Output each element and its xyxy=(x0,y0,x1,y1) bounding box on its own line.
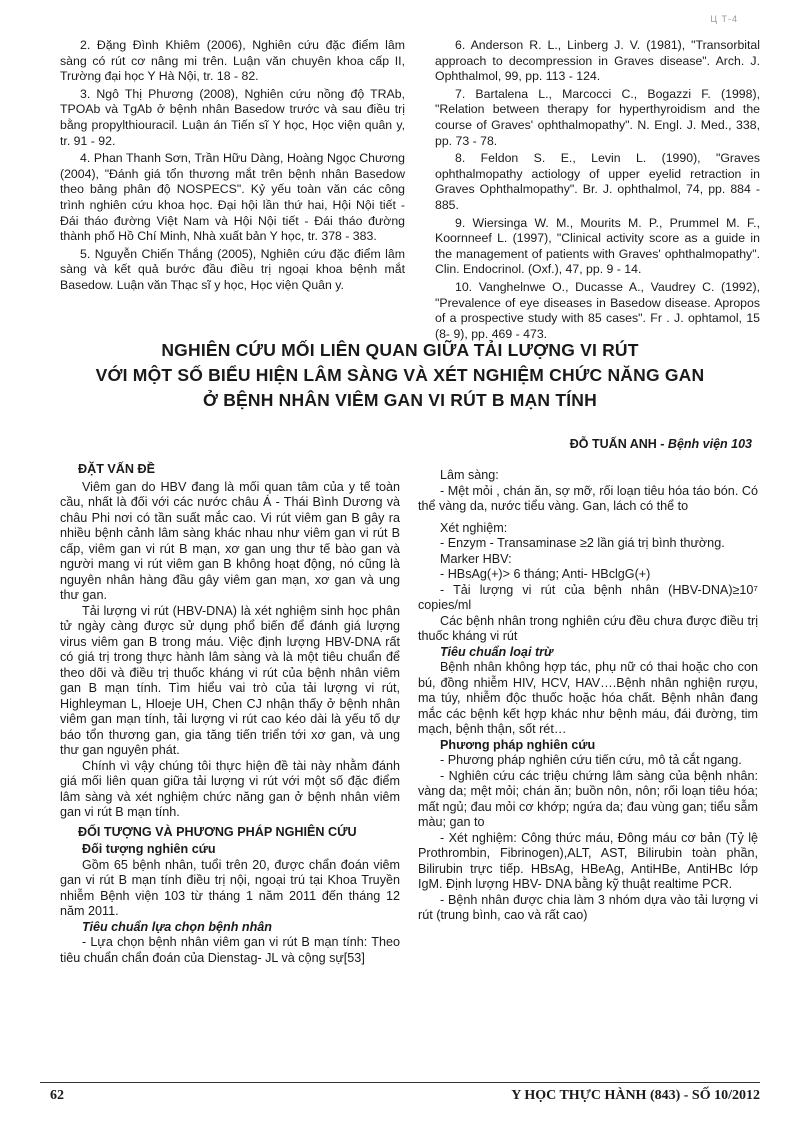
paragraph: - Tải lượng vi rút của bệnh nhân (HBV-DNA)≥10⁷ copies/ml xyxy=(418,582,758,612)
reference-item: 3. Ngô Thị Phương (2008), Nghiên cứu nồng độ TRAb, TPOAb và TgAb ở bệnh nhân Basedow trước và sau điều trị bằng propylthiouracil. Luận án Tiến sĩ Y học, Học viện quân y, tr. 91 - 92. xyxy=(60,86,405,148)
reference-item: 6. Anderson R. L., Linberg J. V. (1981), "Transorbital approach to decompression in Graves disease". Arch. J. Ophthalmol, 99, pp. 113 - 124. xyxy=(435,38,760,84)
article-title xyxy=(40,338,760,413)
page-number: 62 xyxy=(50,1088,64,1103)
reference-item: 5. Nguyễn Chiến Thắng (2005), Nghiên cứu đặc điểm lâm sàng và kết quả bước đầu điều trị ngoại khoa bệnh mắt Basedow. Luận văn Thạc sĩ y học, Học viện Quân y. xyxy=(60,246,405,292)
reference-item: 2. Đặng Đình Khiêm (2006), Nghiên cứu đặc điểm lâm sàng có rút cơ nâng mi trên. Luận văn chuyên khoa cấp II, Trường đại học Y Hà Nội, tr. 18 - 82. xyxy=(60,38,405,84)
author-line xyxy=(570,437,752,451)
references-right-column xyxy=(435,38,760,344)
paragraph: - HBsAg(+)> 6 tháng; Anti- HBclgG(+) xyxy=(440,567,651,581)
paragraph: Marker HBV: xyxy=(440,551,512,566)
subheading-research-method: Phương pháp nghiên cứu xyxy=(440,737,596,752)
reference-item: 7. Bartalena L., Marcocci C., Bogazzi F. (1998), "Relation between therapy for hyperthyroidism and the course of Graves' ophthalmopathy". N. Engl. J. Med., 338, pp. 73 - 78. xyxy=(435,86,760,148)
title-line: VỚI MỘT SỐ BIỂU HIỆN LÂM SÀNG VÀ XÉT NGHIỆM CHỨC NĂNG GAN xyxy=(95,365,705,385)
paragraph: Bệnh nhân không hợp tác, phụ nữ có thai hoặc cho con bú, đồng nhiễm HIV, HCV, HAV….Bệnh nhân nghiện rượu, ma túy, nhiễm độc thuốc hoặc hóa chất. Bệnh nhân đang mắc các bệnh kết hợp khác như bệnh máu, đái đường, tim mạch, bệnh thận, sốt rét… xyxy=(418,660,758,736)
paragraph: Xét nghiệm: xyxy=(440,520,508,535)
title-line: NGHIÊN CỨU MỐI LIÊN QUAN GIỮA TẢI LƯỢNG VI RÚT xyxy=(161,340,639,360)
reference-item: 8. Feldon S. E., Levin L. (1990), "Graves ophthalmopathy actiology of upper eyelid retraction in Graves Ophthalmopathy". Br. J. ophthalmol, 74, pp. 884 - 885. xyxy=(435,151,760,212)
author-affiliation: Bệnh viện 103 xyxy=(667,437,752,451)
paragraph: Viêm gan do HBV đang là mối quan tâm của y tế toàn cầu, nhất là đối với các nước châu Á - Thái Bình Dương và châu Phi nơi có tần suất mắc cao. Vi rút viêm gan B gây ra nhiều bệnh cảnh lâm sàng khác nhau như viêm gan vi rút B cấp, viêm gan vi rút B mạn, xơ gan ung thư tế bào gan và người mang vi rút viêm gan B không hoạt động, nó cũng là nguyên nhân hàng đầu gây viêm gan mạn, xơ gan và ung thư gan. xyxy=(60,479,400,602)
section-heading-introduction: ĐẶT VẤN ĐỀ xyxy=(78,462,155,476)
paragraph: - Bệnh nhân được chia làm 3 nhóm dựa vào tải lượng vi rút (trung bình, cao và rất cao) xyxy=(418,892,758,922)
subheading-subjects: Đối tượng nghiên cứu xyxy=(82,842,216,856)
paragraph: - Lựa chọn bệnh nhân viêm gan vi rút B mạn tính: Theo tiêu chuẩn chẩn đoán của Dienstag- JL và cộng sự[53] xyxy=(60,935,400,965)
section-heading-methods: ĐỐI TƯỢNG VÀ PHƯƠNG PHÁP NGHIÊN CỨU xyxy=(78,824,357,839)
reference-item: 9. Wiersinga W. M., Mourits M. P., Prummel M. F., Koornneef L. (1997), "Clinical activity score as a guide in the management of patients with Graves' ophthalmopathy". Clin. Endocrinol. (Oxf.), 47, pp. 9 - 14. xyxy=(435,215,760,277)
paragraph: Lâm sàng: xyxy=(440,468,499,482)
title-line: Ở BỆNH NHÂN VIÊM GAN VI RÚT B MẠN TÍNH xyxy=(203,390,597,410)
author-name: ĐỖ TUẤN ANH - xyxy=(569,437,668,451)
body-left-column xyxy=(60,458,400,966)
paragraph: Chính vì vậy chúng tôi thực hiện đề tài này nhằm đánh giá mối liên quan giữa tải lượng vi rút với một số đặc điểm lâm sàng và xét nghiệm chức năng gan ở bệnh nhân viêm gan vi rút B mạn tính. xyxy=(60,758,400,819)
paragraph: Các bệnh nhân trong nghiên cứu đều chưa được điều trị thuốc kháng vi rút xyxy=(418,613,758,643)
body-right-column xyxy=(418,468,758,924)
journal-footer: Y HỌC THỰC HÀNH (843) - SỐ 10/2012 xyxy=(511,1088,760,1103)
reference-item: 10. Vanghelnwe O., Ducasse A., Vaudrey C. (1992), "Prevalence of eye diseases in Basedow disease. Apropos of a prospective study with 85 cases". Fr . J. ophtamol, 15 (8- 9), pp. 469 - 473. xyxy=(435,279,760,341)
paragraph: Tải lượng vi rút (HBV-DNA) là xét nghiệm sinh học phân tử ngày càng được sử dụng phổ biến để đánh giá lượng virus viêm gan B trong máu. Việc định lượng HBV-DNA rất có giá trị trong thực hành lâm sàng và là một tiêu chuẩn để theo dõi và điều trị thuốc kháng vi rút của bệnh nhân viêm gan B mạn tính. Tìm hiểu vai trò của tải lượng vi rút, Highleyman L, Hloeje UH, Chen CJ nhận thấy ở bệnh nhân viêm gan mạn tính, tải lượng vi rút cao kéo dài là yếu tố dự báo tổn thương gan, gia tăng tiến triển tới xơ gan, và ung thư gan nguyên phát. xyxy=(60,603,400,757)
paragraph: - Xét nghiệm: Công thức máu, Đông máu cơ bản (Tỷ lệ Prothrombin, Fibrinogen),ALT, AST, Bilirubin toàn phần, Bilirubin trực tiếp. HBsAg, HBeAg, AntiHBe, AntiHBc lớp IgM. Định lượng HBV- DNA bằng kỹ thuật realtime PCR. xyxy=(418,830,758,891)
paragraph: - Nghiên cứu các triệu chứng lâm sàng của bệnh nhân: vàng da; mệt mỏi; chán ăn; buồn nôn, nôn; rối loạn tiêu hóa; mất ngủ; đau mỏi cơ khớp; ngứa da; đau vùng gan; tiểu sẫm màu; gan to xyxy=(418,768,758,829)
subheading-exclusion-criteria: Tiêu chuẩn loại trừ xyxy=(440,644,554,659)
paragraph: - Phương pháp nghiên cứu tiến cứu, mô tả cắt ngang. xyxy=(440,753,742,767)
footer-divider xyxy=(40,1082,760,1083)
subheading-selection-criteria: Tiêu chuẩn lựa chọn bệnh nhân xyxy=(82,919,272,934)
paragraph: Gồm 65 bệnh nhân, tuổi trên 20, được chẩn đoán viêm gan vi rút B mạn tính điều trị nội, ngoại trú tại Khoa Truyền nhiễm Bệnh viện 103 từ tháng 1 năm 2011 đến tháng 12 năm 2011. xyxy=(60,857,400,918)
paragraph: - Mệt mỏi , chán ăn, sợ mỡ, rối loạn tiêu hóa táo bón. Có thể vàng da, nước tiểu vàng. Gan, lách có thể to xyxy=(418,483,758,513)
corner-mark: Ц Т-4 xyxy=(710,14,738,24)
paragraph: - Enzym - Transaminase ≥2 lần giá trị bình thường. xyxy=(440,536,725,550)
reference-item: 4. Phan Thanh Sơn, Trần Hữu Dàng, Hoàng Ngọc Chương (2004), "Đánh giá tổn thương mắt trên bệnh nhân Basedow theo bảng phân độ NOSPECS". Kỷ yếu toàn văn các công trình nghiên cứu khoa học. Đại hội lần thứ hai, Hội Nội tiết - Đái tháo đường Việt Nam và Hội Nội tiết - Đái tháo đường thành phố Hồ Chí Minh, Nhà xuất bản Y học, tr. 378 - 383. xyxy=(60,151,405,244)
references-left-column xyxy=(60,38,405,296)
